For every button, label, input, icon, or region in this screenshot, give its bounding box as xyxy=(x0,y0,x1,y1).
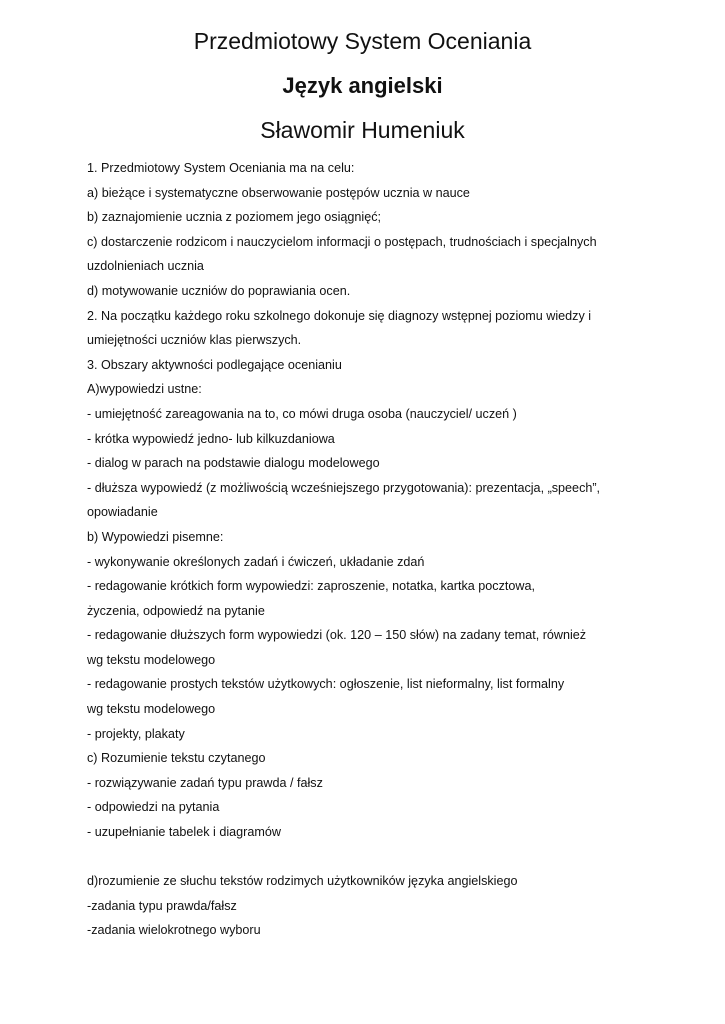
body-line: - krótka wypowiedź jedno- lub kilkuzdaniowa xyxy=(87,431,335,446)
blank-line xyxy=(87,845,647,870)
body-line: a) bieżące i systematyczne obserwowanie postępów ucznia w nauce xyxy=(87,185,470,200)
body-line: umiejętności uczniów klas pierwszych. xyxy=(87,333,302,348)
body-line: -zadania typu prawda/fałsz xyxy=(87,898,237,913)
body-line: - projekty, plakaty xyxy=(87,726,185,741)
body-line: - redagowanie dłuższych form wypowiedzi (ok. 120 – 150 słów) na zadany temat, również xyxy=(87,628,587,643)
body-line: b) zaznajomienie ucznia z poziomem jego osiągnięć; xyxy=(87,210,382,225)
body-line: - redagowanie prostych tekstów użytkowych: ogłoszenie, list nieformalny, list formalny xyxy=(87,677,565,692)
body-line: - dialog w parach na podstawie dialogu modelowego xyxy=(87,456,380,471)
body-line: -zadania wielokrotnego wyboru xyxy=(87,923,261,938)
body-line: - umiejętność zareagowania na to, co mówi druga osoba (nauczyciel/ uczeń ) xyxy=(87,406,517,421)
body-line: uzdolnieniach ucznia xyxy=(87,259,204,274)
body-line: 2. Na początku każdego roku szkolnego dokonuje się diagnozy wstępnej poziomu wiedzy i xyxy=(87,308,592,323)
body-line: życzenia, odpowiedź na pytanie xyxy=(87,603,265,618)
body-line: - odpowiedzi na pytania xyxy=(87,800,220,815)
body-line: d) motywowanie uczniów do poprawiania ocen. xyxy=(87,283,351,298)
document-author: Sławomir Humeniuk xyxy=(260,117,465,143)
document-title: Przedmiotowy System Oceniania xyxy=(193,28,532,54)
body-line: - redagowanie krótkich form wypowiedzi: zaproszenie, notatka, kartka pocztowa, xyxy=(87,579,535,594)
document-subject: Język angielski xyxy=(282,73,443,98)
body-line: d)rozumienie ze słuchu tekstów rodzimych użytkowników języka angielskiego xyxy=(87,874,518,889)
body-line: 3. Obszary aktywności podlegające ocenianiu xyxy=(87,357,342,372)
body-line: 1. Przedmiotowy System Oceniania ma na celu: xyxy=(87,161,355,175)
body-line: - wykonywanie określonych zadań i ćwiczeń, układanie zdań xyxy=(87,554,425,569)
body-line: c) dostarczenie rodzicom i nauczycielom informacji o postępach, trudnościach i specjalnych xyxy=(87,234,597,249)
body-line: b) Wypowiedzi pisemne: xyxy=(87,529,224,544)
body-line: - dłuższa wypowiedź (z możliwością wcześniejszego przygotowania): prezentacja, „speech”, xyxy=(87,480,601,495)
body-line: wg tekstu modelowego xyxy=(87,652,216,667)
body-line: wg tekstu modelowego xyxy=(87,702,216,717)
body-line: c) Rozumienie tekstu czytanego xyxy=(87,751,266,766)
body-line: - rozwiązywanie zadań typu prawda / fałsz xyxy=(87,775,323,790)
body-line: A)wypowiedzi ustne: xyxy=(87,382,202,397)
document-body xyxy=(87,156,647,943)
body-line: - uzupełnianie tabelek i diagramów xyxy=(87,825,281,840)
body-line: opowiadanie xyxy=(87,505,158,520)
